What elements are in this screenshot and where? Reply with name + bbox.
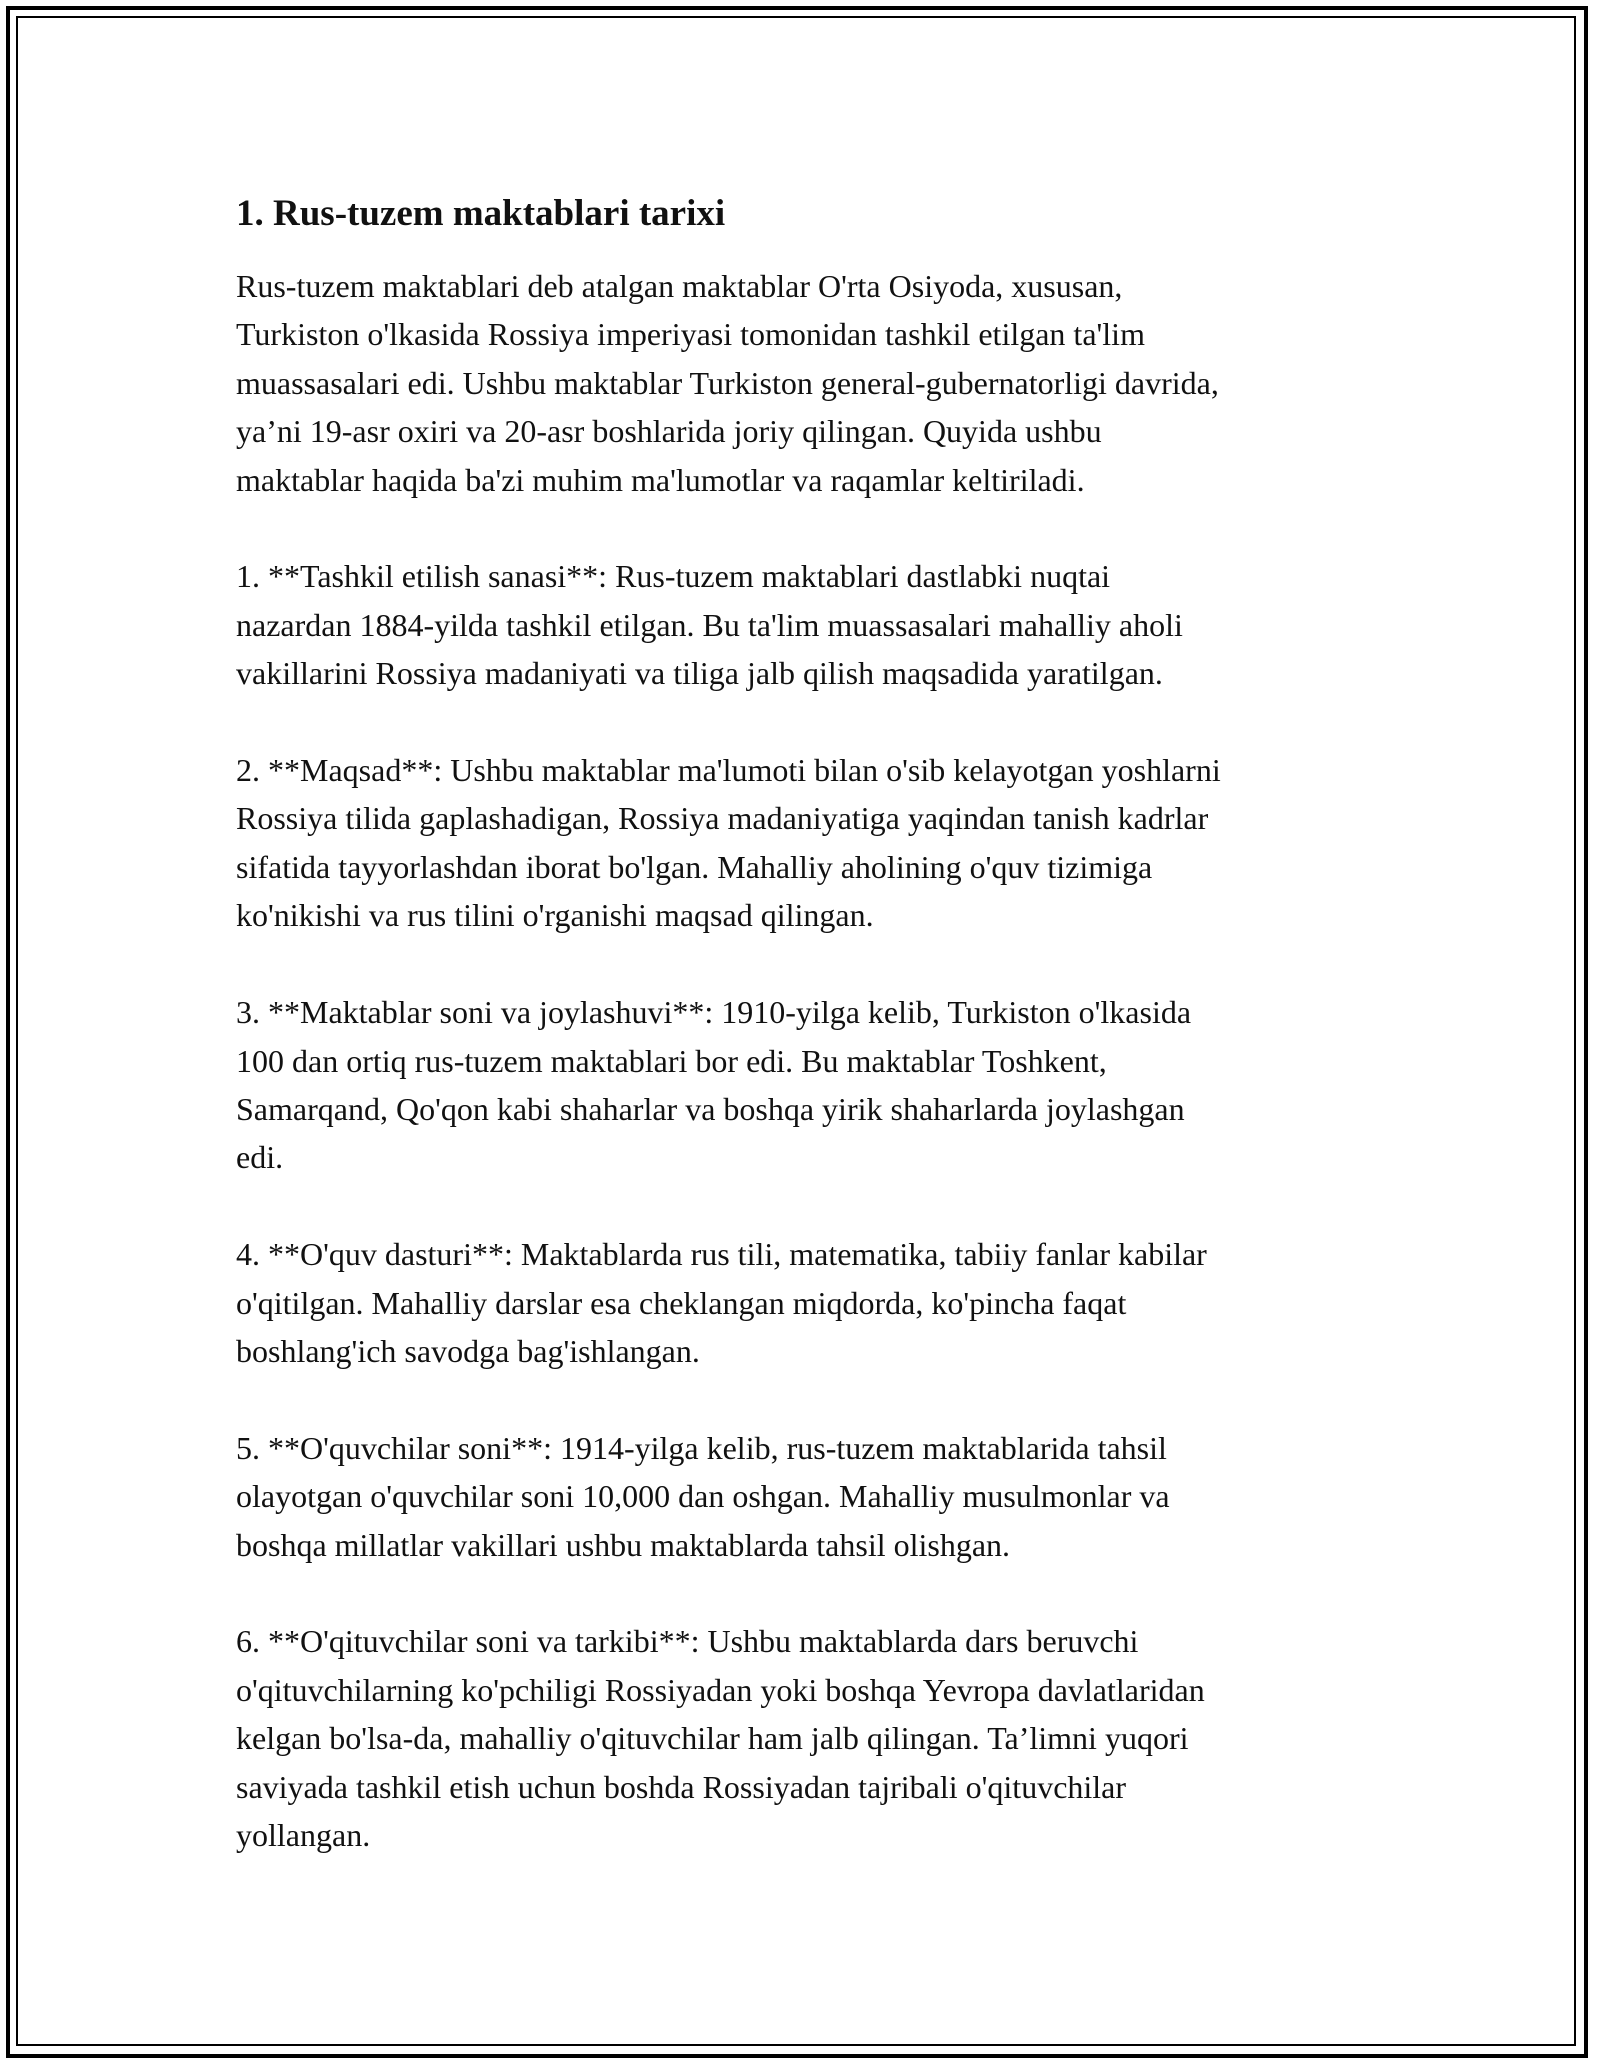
document-body: Rus-tuzem maktablari deb atalgan maktablar O'rta Osiyoda, xususan, Turkiston o'lkasida Rossiya imperiyasi tomonidan tashkil etilgan ta'lim muassasalari edi. Ushbu maktablar Turkiston general-gubernatorligi davrida, ya’ni 19-asr oxiri va 20-asr boshlarida joriy qilingan. Quyida ushbu maktablar haqida ba'zi muhim ma'lumotlar va raqamlar keltiriladi. 1. **Tashkil etilish sanasi**: Rus-tuzem maktablari dastlabki nuqtai nazardan 1884-yilda tashkil etilgan. Bu ta'lim muassasalari mahalliy aholi vakillarini Rossiya madaniyati va tiliga jalb qilish maqsadida yaratilgan. 2. **Maqsad**: Ushbu maktablar ma'lumoti bilan o'sib kelayotgan yoshlarni Rossiya tilida gaplashadigan, Rossiya madaniyatiga yaqindan tanish kadrlar sifatida tayyorlashdan iborat bo'lgan. Mahalliy aholining o'quv tizimiga ko'nikishi va rus tilini o'rganishi maqsad qilingan. 3. **Maktablar soni va joylashuvi**: 1910-yilga kelib, Turkiston o'lkasida 100 dan ortiq rus-tuzem maktablari bor edi. Bu maktablar Toshkent, Samarqand, Qo'qon kabi shaharlar va boshqa yirik shaharlarda joylashgan edi. 4. **O'quv dasturi**: Maktablarda rus tili, matematika, tabiiy fanlar kabilar o'qitilgan. Mahalliy darslar esa cheklangan miqdorda, ko'pincha faqat boshlang'ich savodga bag'ishlangan. 5. **O'quvchilar soni**: 1914-yilga kelib, rus-tuzem maktablarida tahsil olayotgan o'quvchilar soni 10,000 dan oshgan. Mahalliy musulmonlar va boshqa millatlar vakillari ushbu maktablarda tahsil olishgan. 6. **O'qituvchilar soni va tarkibi**: Ushbu maktablarda dars beruvchi o'qituvchilarning ko'pchiligi Rossiyadan yoki boshqa Yevropa davlatlaridan kelgan bo'lsa-da, mahalliy o'qituvchilar ham jalb qilingan. Ta’limni yuqori saviyada tashkil etish uchun boshda Rossiyadan tajribali o'qituvchilar yollangan. bbox=[236, 268, 1221, 1853]
document-title: 1. Rus-tuzem maktablari tarixi bbox=[236, 193, 726, 234]
document-content bbox=[236, 186, 1376, 1859]
